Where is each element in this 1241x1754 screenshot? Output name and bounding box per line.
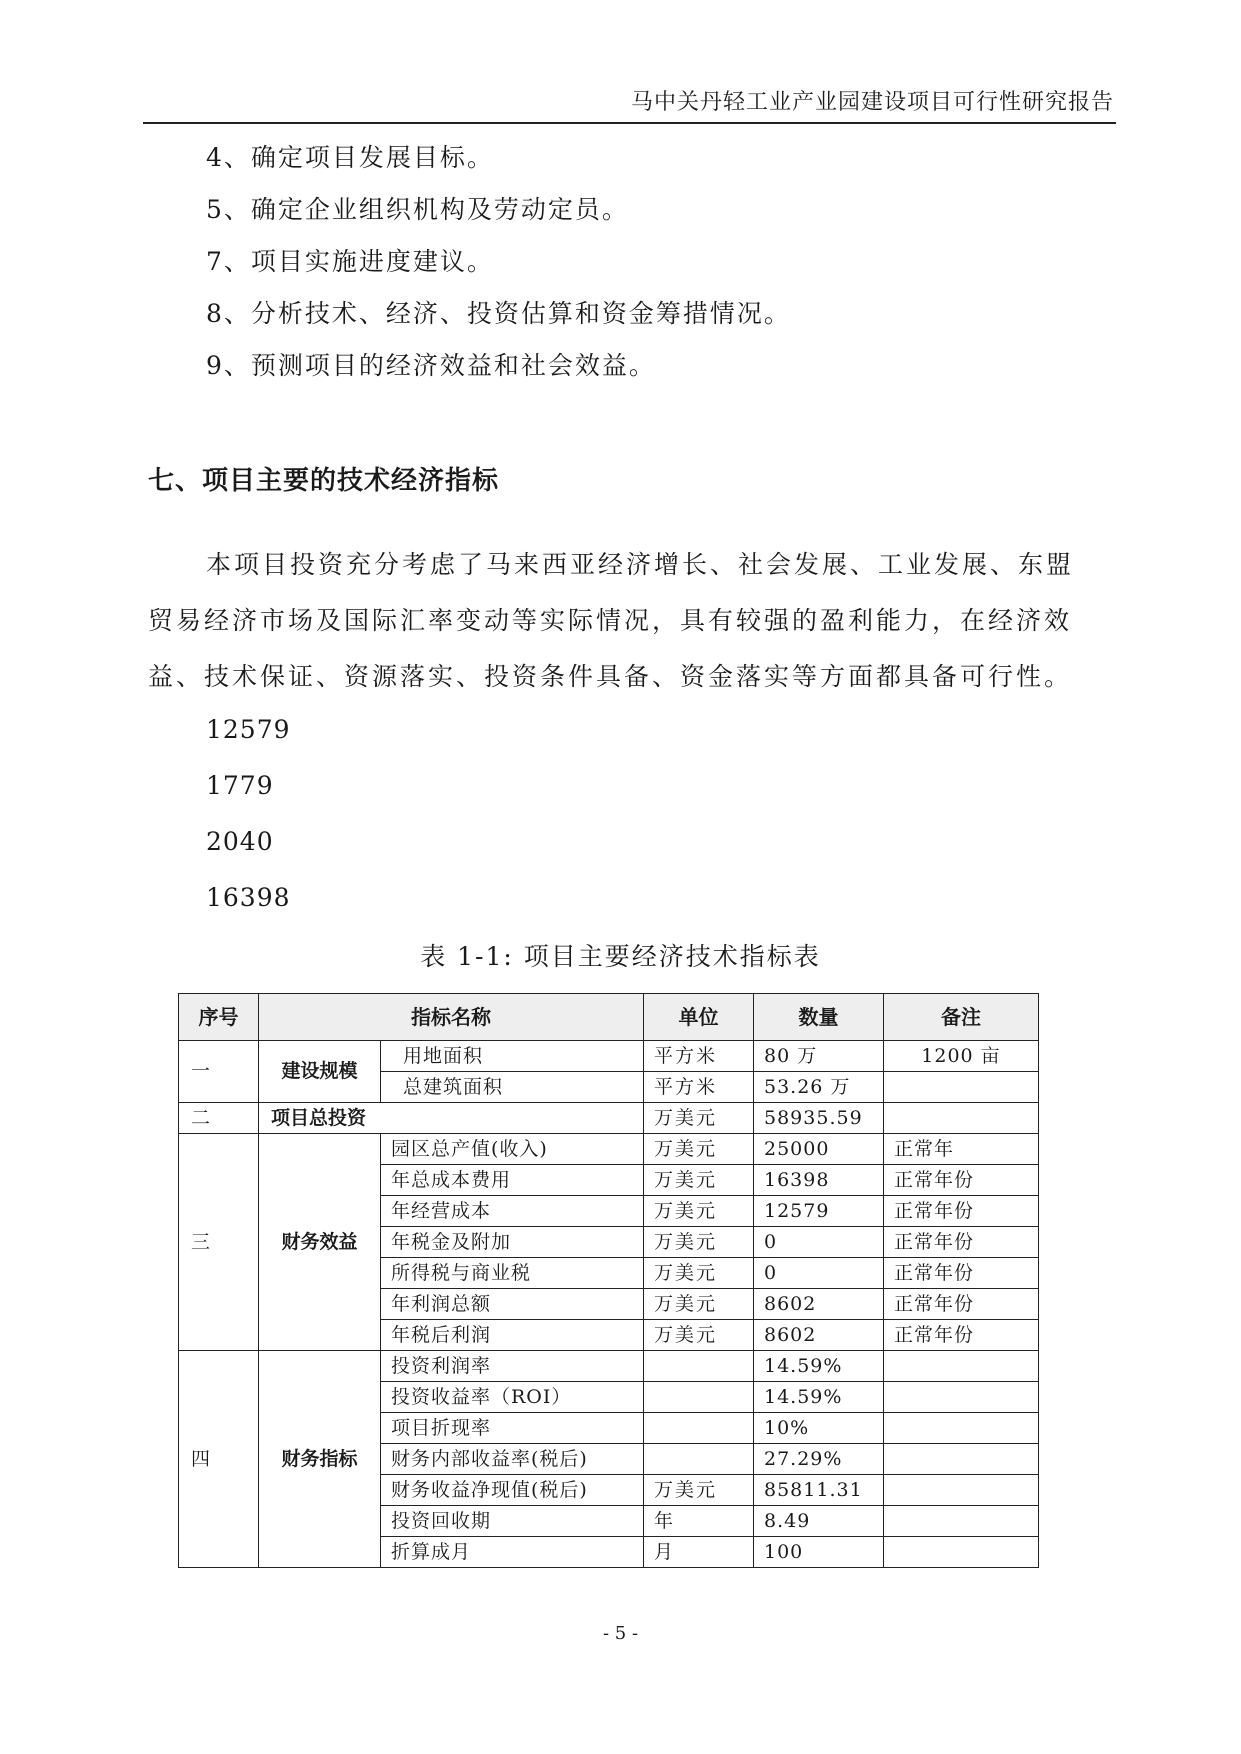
number-line: 16398 <box>206 883 291 912</box>
indicator-qty: 8602 <box>754 1320 884 1351</box>
body-line: 贸易经济市场及国际汇率变动等实际情况，具有较强的盈利能力，在经济效 <box>148 606 1073 635</box>
indicator-unit <box>644 1351 754 1382</box>
indicator-unit: 万美元 <box>644 1165 754 1196</box>
indicator-unit <box>644 1413 754 1444</box>
indicator-note <box>884 1413 1039 1444</box>
indicator-unit: 月 <box>644 1537 754 1568</box>
header-note: 备注 <box>884 994 1039 1041</box>
indicator-note <box>884 1072 1039 1103</box>
indicator-note <box>884 1103 1039 1134</box>
number-line: 2040 <box>206 827 274 856</box>
indicator-name: 年经营成本 <box>381 1196 644 1227</box>
indicator-note: 正常年份 <box>884 1320 1039 1351</box>
indicator-name: 年总成本费用 <box>381 1165 644 1196</box>
indicator-qty: 16398 <box>754 1165 884 1196</box>
table-caption: 表 1-1: 项目主要经济技术指标表 <box>420 942 821 971</box>
indicator-note <box>884 1475 1039 1506</box>
table-row <box>179 1103 1039 1134</box>
group-category: 项目总投资 <box>259 1103 644 1134</box>
indicator-name: 财务内部收益率(税后) <box>381 1444 644 1475</box>
indicator-qty: 10% <box>754 1413 884 1444</box>
indicator-note: 1200 亩 <box>884 1041 1039 1072</box>
indicator-qty: 12579 <box>754 1196 884 1227</box>
indicator-qty: 58935.59 <box>754 1103 884 1134</box>
indicator-note <box>884 1537 1039 1568</box>
indicator-unit: 年 <box>644 1506 754 1537</box>
group-category: 财务效益 <box>259 1134 381 1351</box>
indicator-name: 所得税与商业税 <box>381 1258 644 1289</box>
indicator-note <box>884 1382 1039 1413</box>
indicator-name: 财务收益净现值(税后) <box>381 1475 644 1506</box>
indicator-qty: 100 <box>754 1537 884 1568</box>
indicator-name: 园区总产值(收入) <box>381 1134 644 1165</box>
list-item: 5、确定企业组织机构及劳动定员。 <box>206 195 629 224</box>
indicator-note <box>884 1506 1039 1537</box>
group-seq: 二 <box>179 1103 259 1134</box>
body-line: 益、技术保证、资源落实、投资条件具备、资金落实等方面都具备可行性。 <box>148 662 1073 691</box>
indicator-name: 折算成月 <box>381 1537 644 1568</box>
indicator-unit <box>644 1444 754 1475</box>
section-title: 七、项目主要的技术经济指标 <box>148 466 500 496</box>
indicator-name: 年税金及附加 <box>381 1227 644 1258</box>
page-header <box>143 82 1116 124</box>
header-unit: 单位 <box>644 994 754 1041</box>
indicator-table <box>178 993 1039 1568</box>
page-number: - 5 - <box>602 1623 639 1644</box>
indicator-note: 正常年份 <box>884 1196 1039 1227</box>
indicator-unit: 万美元 <box>644 1196 754 1227</box>
indicator-unit <box>644 1382 754 1413</box>
table-row <box>179 1134 1039 1165</box>
indicator-name: 用地面积 <box>381 1041 644 1072</box>
number-line: 12579 <box>206 715 291 744</box>
list-item: 9、预测项目的经济效益和社会效益。 <box>206 351 656 380</box>
indicator-note: 正常年 <box>884 1134 1039 1165</box>
indicator-note <box>884 1351 1039 1382</box>
indicator-name: 总建筑面积 <box>381 1072 644 1103</box>
indicator-qty: 8602 <box>754 1289 884 1320</box>
indicator-unit: 平方米 <box>644 1041 754 1072</box>
indicator-qty: 0 <box>754 1258 884 1289</box>
number-line: 1779 <box>206 771 274 800</box>
indicator-unit: 万美元 <box>644 1227 754 1258</box>
indicator-name: 年利润总额 <box>381 1289 644 1320</box>
indicator-note: 正常年份 <box>884 1289 1039 1320</box>
indicator-note: 正常年份 <box>884 1165 1039 1196</box>
indicator-note: 正常年份 <box>884 1227 1039 1258</box>
indicator-unit: 平方米 <box>644 1072 754 1103</box>
header-qty: 数量 <box>754 994 884 1041</box>
indicator-qty: 14.59% <box>754 1351 884 1382</box>
indicator-name: 投资回收期 <box>381 1506 644 1537</box>
indicator-name: 年税后利润 <box>381 1320 644 1351</box>
table-row <box>179 1351 1039 1382</box>
indicator-qty: 53.26 万 <box>754 1072 884 1103</box>
indicator-name: 投资收益率（ROI） <box>381 1382 644 1413</box>
indicator-qty: 85811.31 <box>754 1475 884 1506</box>
header-seq: 序号 <box>179 994 259 1041</box>
list-item: 7、项目实施进度建议。 <box>206 247 494 276</box>
indicator-note: 正常年份 <box>884 1258 1039 1289</box>
indicator-unit: 万美元 <box>644 1475 754 1506</box>
group-category: 建设规模 <box>259 1041 381 1103</box>
indicator-qty: 80 万 <box>754 1041 884 1072</box>
indicator-unit: 万美元 <box>644 1103 754 1134</box>
table-header-row <box>179 994 1039 1041</box>
indicator-qty: 0 <box>754 1227 884 1258</box>
indicator-qty: 14.59% <box>754 1382 884 1413</box>
list-item: 4、确定项目发展目标。 <box>206 143 494 172</box>
indicator-unit: 万美元 <box>644 1134 754 1165</box>
indicator-unit: 万美元 <box>644 1289 754 1320</box>
group-seq: 三 <box>179 1134 259 1351</box>
body-line: 本项目投资充分考虑了马来西亚经济增长、社会发展、工业发展、东盟 <box>206 550 1075 579</box>
table-row <box>179 1041 1039 1072</box>
header-title: 马中关丹轻工业产业园建设项目可行性研究报告 <box>630 90 1114 115</box>
indicator-unit: 万美元 <box>644 1320 754 1351</box>
group-seq: 四 <box>179 1351 259 1568</box>
indicator-qty: 27.29% <box>754 1444 884 1475</box>
list-item: 8、分析技术、经济、投资估算和资金筹措情况。 <box>206 299 791 328</box>
indicator-qty: 8.49 <box>754 1506 884 1537</box>
indicator-name: 投资利润率 <box>381 1351 644 1382</box>
group-category: 财务指标 <box>259 1351 381 1568</box>
header-name: 指标名称 <box>259 994 644 1041</box>
indicator-note <box>884 1444 1039 1475</box>
indicator-qty: 25000 <box>754 1134 884 1165</box>
indicator-unit: 万美元 <box>644 1258 754 1289</box>
indicator-name: 项目折现率 <box>381 1413 644 1444</box>
group-seq: 一 <box>179 1041 259 1103</box>
